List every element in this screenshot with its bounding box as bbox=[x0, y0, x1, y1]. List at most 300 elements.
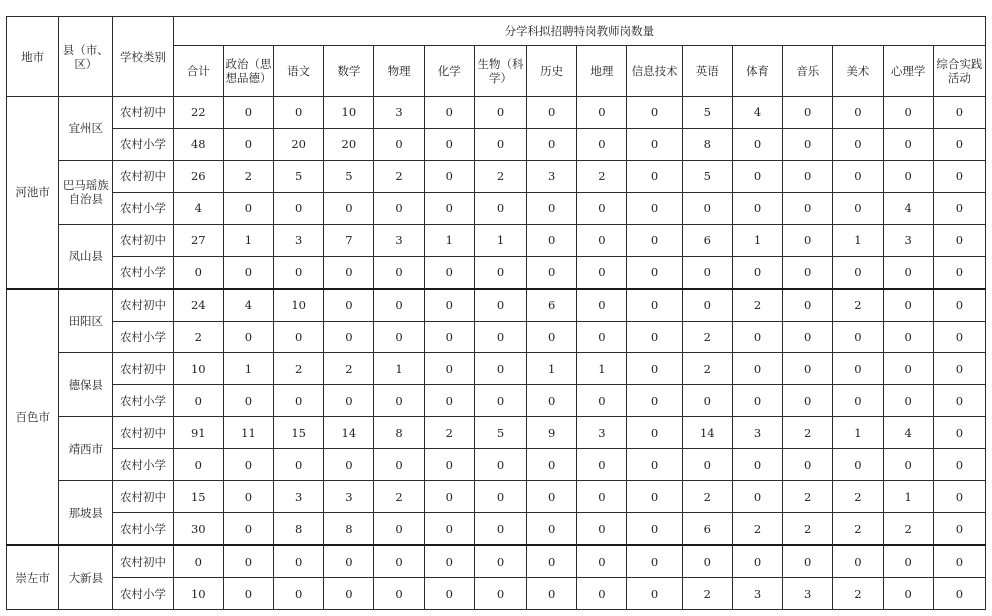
city-cell: 河池市 bbox=[7, 97, 59, 289]
count-cell: 0 bbox=[732, 321, 782, 353]
total-cell: 15 bbox=[173, 481, 223, 513]
total-cell: 10 bbox=[173, 353, 223, 385]
table-row bbox=[7, 289, 986, 321]
count-cell: 0 bbox=[223, 385, 273, 417]
count-cell: 0 bbox=[627, 128, 682, 160]
count-cell: 0 bbox=[732, 385, 782, 417]
count-cell: 0 bbox=[474, 128, 526, 160]
count-cell: 2 bbox=[682, 321, 732, 353]
count-cell: 15 bbox=[274, 417, 324, 449]
count-cell: 7 bbox=[324, 224, 374, 256]
table-row bbox=[7, 481, 986, 513]
total-cell: 27 bbox=[173, 224, 223, 256]
count-cell: 0 bbox=[933, 289, 985, 321]
count-cell: 0 bbox=[783, 385, 833, 417]
total-cell: 0 bbox=[173, 449, 223, 481]
count-cell: 4 bbox=[883, 192, 933, 224]
county-cell: 德保县 bbox=[59, 353, 113, 417]
count-cell: 0 bbox=[833, 160, 883, 192]
count-cell: 2 bbox=[424, 417, 474, 449]
count-cell: 0 bbox=[474, 449, 526, 481]
count-cell: 0 bbox=[627, 353, 682, 385]
count-cell: 0 bbox=[474, 256, 526, 288]
header-subject: 数学 bbox=[324, 46, 374, 97]
count-cell: 1 bbox=[223, 224, 273, 256]
count-cell: 1 bbox=[883, 481, 933, 513]
count-cell: 0 bbox=[933, 321, 985, 353]
count-cell: 1 bbox=[527, 353, 577, 385]
count-cell: 0 bbox=[324, 385, 374, 417]
count-cell: 0 bbox=[527, 128, 577, 160]
total-cell: 2 bbox=[173, 321, 223, 353]
count-cell: 14 bbox=[324, 417, 374, 449]
table-row bbox=[7, 321, 986, 353]
count-cell: 0 bbox=[627, 578, 682, 610]
count-cell: 0 bbox=[627, 481, 682, 513]
header-subject: 生物（科学） bbox=[474, 46, 526, 97]
count-cell: 0 bbox=[527, 545, 577, 577]
count-cell: 0 bbox=[223, 192, 273, 224]
count-cell: 8 bbox=[274, 513, 324, 545]
count-cell: 0 bbox=[883, 160, 933, 192]
count-cell: 0 bbox=[424, 256, 474, 288]
table-row bbox=[7, 160, 986, 192]
count-cell: 2 bbox=[577, 160, 627, 192]
count-cell: 2 bbox=[732, 513, 782, 545]
school-type-cell: 农村初中 bbox=[113, 224, 173, 256]
count-cell: 0 bbox=[274, 321, 324, 353]
count-cell: 0 bbox=[627, 97, 682, 129]
header-subject: 政治（思想品德） bbox=[223, 46, 273, 97]
school-type-cell: 农村初中 bbox=[113, 160, 173, 192]
city-cell: 崇左市 bbox=[7, 545, 59, 609]
count-cell: 3 bbox=[374, 97, 424, 129]
count-cell: 3 bbox=[783, 578, 833, 610]
count-cell: 0 bbox=[933, 97, 985, 129]
county-cell: 田阳区 bbox=[59, 289, 113, 353]
count-cell: 0 bbox=[577, 321, 627, 353]
count-cell: 0 bbox=[527, 385, 577, 417]
count-cell: 0 bbox=[883, 353, 933, 385]
count-cell: 0 bbox=[324, 545, 374, 577]
count-cell: 0 bbox=[424, 385, 474, 417]
count-cell: 0 bbox=[223, 256, 273, 288]
count-cell: 8 bbox=[374, 417, 424, 449]
count-cell: 3 bbox=[374, 224, 424, 256]
count-cell: 0 bbox=[223, 321, 273, 353]
count-cell: 0 bbox=[933, 128, 985, 160]
count-cell: 0 bbox=[933, 417, 985, 449]
table-row bbox=[7, 449, 986, 481]
count-cell: 0 bbox=[682, 449, 732, 481]
count-cell: 0 bbox=[933, 192, 985, 224]
count-cell: 0 bbox=[474, 513, 526, 545]
count-cell: 0 bbox=[833, 449, 883, 481]
school-type-cell: 农村小学 bbox=[113, 192, 173, 224]
table-row bbox=[7, 385, 986, 417]
count-cell: 2 bbox=[833, 289, 883, 321]
header-subject: 心理学 bbox=[883, 46, 933, 97]
count-cell: 0 bbox=[577, 578, 627, 610]
count-cell: 0 bbox=[883, 289, 933, 321]
school-type-cell: 农村初中 bbox=[113, 545, 173, 577]
count-cell: 4 bbox=[223, 289, 273, 321]
count-cell: 0 bbox=[274, 578, 324, 610]
header-county: 县（市、区） bbox=[59, 17, 113, 97]
count-cell: 4 bbox=[732, 97, 782, 129]
count-cell: 3 bbox=[732, 578, 782, 610]
count-cell: 0 bbox=[324, 289, 374, 321]
count-cell: 0 bbox=[783, 256, 833, 288]
school-type-cell: 农村初中 bbox=[113, 353, 173, 385]
count-cell: 0 bbox=[274, 385, 324, 417]
count-cell: 1 bbox=[474, 224, 526, 256]
count-cell: 0 bbox=[883, 545, 933, 577]
count-cell: 0 bbox=[933, 481, 985, 513]
count-cell: 8 bbox=[324, 513, 374, 545]
count-cell: 0 bbox=[883, 449, 933, 481]
count-cell: 0 bbox=[577, 289, 627, 321]
count-cell: 0 bbox=[577, 128, 627, 160]
count-cell: 0 bbox=[783, 321, 833, 353]
count-cell: 3 bbox=[324, 481, 374, 513]
count-cell: 0 bbox=[324, 192, 374, 224]
table-row bbox=[7, 353, 986, 385]
count-cell: 0 bbox=[577, 192, 627, 224]
count-cell: 0 bbox=[577, 481, 627, 513]
school-type-cell: 农村小学 bbox=[113, 449, 173, 481]
table-row bbox=[7, 224, 986, 256]
total-cell: 91 bbox=[173, 417, 223, 449]
count-cell: 0 bbox=[883, 128, 933, 160]
count-cell: 0 bbox=[783, 289, 833, 321]
school-type-cell: 农村初中 bbox=[113, 97, 173, 129]
count-cell: 0 bbox=[833, 97, 883, 129]
count-cell: 0 bbox=[833, 385, 883, 417]
count-cell: 1 bbox=[833, 224, 883, 256]
count-cell: 0 bbox=[527, 97, 577, 129]
count-cell: 2 bbox=[783, 513, 833, 545]
count-cell: 1 bbox=[833, 417, 883, 449]
count-cell: 0 bbox=[883, 578, 933, 610]
count-cell: 0 bbox=[424, 160, 474, 192]
count-cell: 0 bbox=[883, 97, 933, 129]
count-cell: 0 bbox=[833, 128, 883, 160]
count-cell: 2 bbox=[833, 513, 883, 545]
count-cell: 0 bbox=[933, 513, 985, 545]
count-cell: 3 bbox=[577, 417, 627, 449]
count-cell: 0 bbox=[627, 289, 682, 321]
table-row bbox=[7, 256, 986, 288]
count-cell: 2 bbox=[783, 481, 833, 513]
count-cell: 0 bbox=[474, 289, 526, 321]
count-cell: 0 bbox=[527, 513, 577, 545]
header-subject: 英语 bbox=[682, 46, 732, 97]
count-cell: 0 bbox=[223, 481, 273, 513]
count-cell: 0 bbox=[577, 449, 627, 481]
count-cell: 0 bbox=[732, 160, 782, 192]
count-cell: 2 bbox=[682, 353, 732, 385]
count-cell: 3 bbox=[732, 417, 782, 449]
count-cell: 2 bbox=[833, 481, 883, 513]
count-cell: 1 bbox=[424, 224, 474, 256]
count-cell: 2 bbox=[324, 353, 374, 385]
school-type-cell: 农村小学 bbox=[113, 321, 173, 353]
count-cell: 0 bbox=[577, 256, 627, 288]
count-cell: 0 bbox=[732, 353, 782, 385]
count-cell: 2 bbox=[223, 160, 273, 192]
count-cell: 5 bbox=[324, 160, 374, 192]
count-cell: 20 bbox=[324, 128, 374, 160]
count-cell: 3 bbox=[883, 224, 933, 256]
count-cell: 4 bbox=[883, 417, 933, 449]
count-cell: 0 bbox=[833, 192, 883, 224]
count-cell: 0 bbox=[933, 353, 985, 385]
count-cell: 0 bbox=[933, 385, 985, 417]
count-cell: 0 bbox=[374, 128, 424, 160]
count-cell: 0 bbox=[783, 160, 833, 192]
count-cell: 0 bbox=[682, 256, 732, 288]
count-cell: 9 bbox=[527, 417, 577, 449]
count-cell: 0 bbox=[732, 449, 782, 481]
count-cell: 0 bbox=[527, 321, 577, 353]
count-cell: 0 bbox=[883, 256, 933, 288]
count-cell: 0 bbox=[374, 545, 424, 577]
count-cell: 0 bbox=[374, 289, 424, 321]
count-cell: 6 bbox=[682, 513, 732, 545]
header-subject: 地理 bbox=[577, 46, 627, 97]
count-cell: 0 bbox=[682, 385, 732, 417]
count-cell: 0 bbox=[682, 289, 732, 321]
count-cell: 0 bbox=[627, 160, 682, 192]
count-cell: 2 bbox=[833, 578, 883, 610]
count-cell: 3 bbox=[274, 224, 324, 256]
recruitment-table bbox=[6, 16, 986, 610]
count-cell: 0 bbox=[783, 449, 833, 481]
total-cell: 0 bbox=[173, 545, 223, 577]
count-cell: 2 bbox=[274, 353, 324, 385]
count-cell: 0 bbox=[374, 385, 424, 417]
count-cell: 0 bbox=[682, 545, 732, 577]
count-cell: 0 bbox=[324, 256, 374, 288]
count-cell: 0 bbox=[833, 353, 883, 385]
city-cell: 百色市 bbox=[7, 289, 59, 545]
count-cell: 0 bbox=[732, 545, 782, 577]
count-cell: 0 bbox=[577, 513, 627, 545]
count-cell: 0 bbox=[424, 578, 474, 610]
count-cell: 0 bbox=[424, 545, 474, 577]
count-cell: 10 bbox=[324, 97, 374, 129]
count-cell: 0 bbox=[883, 321, 933, 353]
count-cell: 0 bbox=[783, 545, 833, 577]
count-cell: 0 bbox=[627, 513, 682, 545]
count-cell: 0 bbox=[474, 97, 526, 129]
county-cell: 大新县 bbox=[59, 545, 113, 609]
table-row bbox=[7, 97, 986, 129]
count-cell: 0 bbox=[627, 417, 682, 449]
count-cell: 0 bbox=[833, 545, 883, 577]
count-cell: 0 bbox=[933, 224, 985, 256]
count-cell: 0 bbox=[424, 289, 474, 321]
count-cell: 0 bbox=[933, 578, 985, 610]
count-cell: 0 bbox=[527, 578, 577, 610]
count-cell: 0 bbox=[783, 224, 833, 256]
count-cell: 0 bbox=[374, 578, 424, 610]
count-cell: 0 bbox=[783, 128, 833, 160]
total-cell: 30 bbox=[173, 513, 223, 545]
total-cell: 26 bbox=[173, 160, 223, 192]
count-cell: 0 bbox=[783, 97, 833, 129]
school-type-cell: 农村初中 bbox=[113, 481, 173, 513]
count-cell: 0 bbox=[324, 321, 374, 353]
count-cell: 0 bbox=[374, 513, 424, 545]
header-subject: 化学 bbox=[424, 46, 474, 97]
count-cell: 0 bbox=[833, 256, 883, 288]
header-subject: 历史 bbox=[527, 46, 577, 97]
count-cell: 0 bbox=[627, 256, 682, 288]
count-cell: 0 bbox=[474, 353, 526, 385]
count-cell: 0 bbox=[374, 256, 424, 288]
count-cell: 0 bbox=[474, 321, 526, 353]
school-type-cell: 农村初中 bbox=[113, 417, 173, 449]
count-cell: 0 bbox=[682, 192, 732, 224]
table-row bbox=[7, 578, 986, 610]
count-cell: 0 bbox=[527, 224, 577, 256]
count-cell: 0 bbox=[732, 128, 782, 160]
header-subject: 美术 bbox=[833, 46, 883, 97]
count-cell: 1 bbox=[223, 353, 273, 385]
count-cell: 5 bbox=[682, 97, 732, 129]
count-cell: 0 bbox=[933, 449, 985, 481]
count-cell: 0 bbox=[527, 256, 577, 288]
count-cell: 0 bbox=[424, 449, 474, 481]
header-subject: 语文 bbox=[274, 46, 324, 97]
count-cell: 0 bbox=[223, 578, 273, 610]
count-cell: 0 bbox=[527, 192, 577, 224]
count-cell: 0 bbox=[474, 545, 526, 577]
count-cell: 0 bbox=[833, 321, 883, 353]
count-cell: 2 bbox=[682, 481, 732, 513]
count-cell: 0 bbox=[474, 385, 526, 417]
count-cell: 0 bbox=[783, 192, 833, 224]
count-cell: 0 bbox=[374, 449, 424, 481]
count-cell: 0 bbox=[374, 192, 424, 224]
count-cell: 0 bbox=[424, 481, 474, 513]
count-cell: 0 bbox=[474, 578, 526, 610]
count-cell: 5 bbox=[474, 417, 526, 449]
count-cell: 0 bbox=[933, 545, 985, 577]
header-subject: 信息技术 bbox=[627, 46, 682, 97]
count-cell: 0 bbox=[474, 481, 526, 513]
count-cell: 2 bbox=[883, 513, 933, 545]
count-cell: 2 bbox=[474, 160, 526, 192]
count-cell: 0 bbox=[274, 449, 324, 481]
school-type-cell: 农村小学 bbox=[113, 578, 173, 610]
count-cell: 5 bbox=[274, 160, 324, 192]
count-cell: 5 bbox=[682, 160, 732, 192]
count-cell: 0 bbox=[223, 513, 273, 545]
header-subject-group: 分学科拟招聘特岗教师岗数量 bbox=[173, 17, 985, 46]
count-cell: 0 bbox=[577, 545, 627, 577]
count-cell: 0 bbox=[424, 513, 474, 545]
header-subject: 物理 bbox=[374, 46, 424, 97]
count-cell: 0 bbox=[732, 481, 782, 513]
count-cell: 0 bbox=[324, 578, 374, 610]
count-cell: 2 bbox=[682, 578, 732, 610]
count-cell: 1 bbox=[732, 224, 782, 256]
total-cell: 0 bbox=[173, 385, 223, 417]
header-subject: 音乐 bbox=[783, 46, 833, 97]
school-type-cell: 农村小学 bbox=[113, 128, 173, 160]
count-cell: 1 bbox=[374, 353, 424, 385]
total-cell: 0 bbox=[173, 256, 223, 288]
table-row bbox=[7, 545, 986, 577]
table-row bbox=[7, 192, 986, 224]
count-cell: 0 bbox=[933, 256, 985, 288]
count-cell: 6 bbox=[682, 224, 732, 256]
county-cell: 凤山县 bbox=[59, 224, 113, 288]
count-cell: 0 bbox=[474, 192, 526, 224]
total-cell: 4 bbox=[173, 192, 223, 224]
county-cell: 那坡县 bbox=[59, 481, 113, 545]
count-cell: 2 bbox=[783, 417, 833, 449]
school-type-cell: 农村初中 bbox=[113, 289, 173, 321]
count-cell: 0 bbox=[627, 224, 682, 256]
count-cell: 0 bbox=[424, 192, 474, 224]
count-cell: 0 bbox=[223, 545, 273, 577]
count-cell: 0 bbox=[527, 481, 577, 513]
count-cell: 2 bbox=[732, 289, 782, 321]
count-cell: 0 bbox=[223, 449, 273, 481]
count-cell: 1 bbox=[577, 353, 627, 385]
count-cell: 0 bbox=[223, 128, 273, 160]
count-cell: 0 bbox=[627, 192, 682, 224]
count-cell: 0 bbox=[424, 128, 474, 160]
header-city: 地市 bbox=[7, 17, 59, 97]
count-cell: 0 bbox=[223, 97, 273, 129]
header-school-type: 学校类别 bbox=[113, 17, 173, 97]
header-subject: 体育 bbox=[732, 46, 782, 97]
count-cell: 20 bbox=[274, 128, 324, 160]
count-cell: 2 bbox=[374, 160, 424, 192]
count-cell: 8 bbox=[682, 128, 732, 160]
header-subject: 合计 bbox=[173, 46, 223, 97]
count-cell: 10 bbox=[274, 289, 324, 321]
count-cell: 2 bbox=[374, 481, 424, 513]
count-cell: 0 bbox=[274, 256, 324, 288]
total-cell: 24 bbox=[173, 289, 223, 321]
count-cell: 14 bbox=[682, 417, 732, 449]
count-cell: 0 bbox=[424, 353, 474, 385]
school-type-cell: 农村小学 bbox=[113, 385, 173, 417]
count-cell: 0 bbox=[627, 449, 682, 481]
total-cell: 22 bbox=[173, 97, 223, 129]
count-cell: 0 bbox=[274, 97, 324, 129]
count-cell: 0 bbox=[627, 385, 682, 417]
county-cell: 靖西市 bbox=[59, 417, 113, 481]
count-cell: 3 bbox=[527, 160, 577, 192]
header-subject: 综合实践活动 bbox=[933, 46, 985, 97]
table-row bbox=[7, 128, 986, 160]
count-cell: 0 bbox=[424, 321, 474, 353]
table-row bbox=[7, 513, 986, 545]
county-cell: 宜州区 bbox=[59, 97, 113, 161]
count-cell: 0 bbox=[783, 353, 833, 385]
count-cell: 0 bbox=[274, 545, 324, 577]
total-cell: 48 bbox=[173, 128, 223, 160]
school-type-cell: 农村小学 bbox=[113, 513, 173, 545]
count-cell: 0 bbox=[324, 449, 374, 481]
